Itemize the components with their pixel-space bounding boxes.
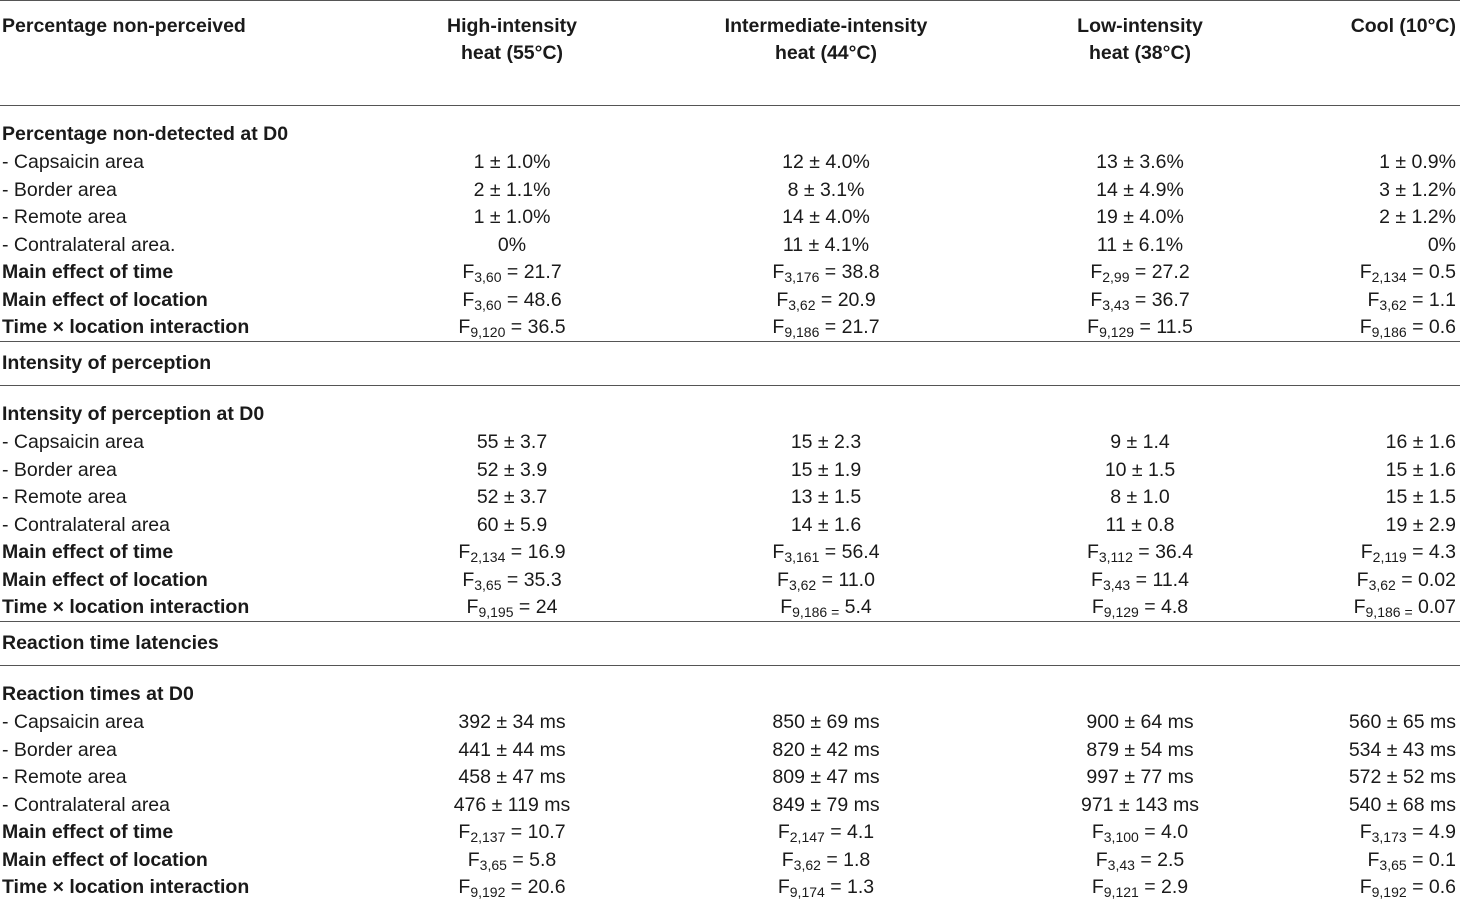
degrees-of-freedom: 2,134 <box>1371 269 1407 286</box>
table-cell <box>394 792 630 820</box>
f-statistic-value: = 36.7 <box>1129 288 1190 311</box>
f-statistic-symbol: F <box>777 876 790 899</box>
section-subtitle: Percentage non-detected at D0 <box>2 123 289 145</box>
f-statistic-symbol: F <box>1090 288 1103 311</box>
cell-value: 392 ± 34 ms <box>458 711 566 734</box>
table-cell <box>1258 232 1460 260</box>
table-cell <box>630 709 1022 737</box>
table-cell <box>630 594 1022 622</box>
table-cell <box>630 764 1022 792</box>
f-statistic-value: 5.4 <box>839 596 872 618</box>
f-statistic-value: = 36.4 <box>1132 541 1194 564</box>
header-row-label: Percentage non-perceived <box>0 1 394 106</box>
table-cell <box>1258 874 1460 902</box>
table-cell <box>394 819 630 847</box>
degrees-of-freedom: 2,99 <box>1102 269 1130 286</box>
cell-value: 14 ± 4.0% <box>782 206 870 229</box>
f-statistic-symbol: F <box>1356 568 1369 591</box>
cell-value: 10 ± 1.5 <box>1104 458 1176 481</box>
f-statistic-value: = 56.4 <box>819 541 880 564</box>
f-statistic-symbol: F <box>1359 261 1372 284</box>
f-statistic-value: = 1.8 <box>820 848 871 871</box>
cell-value: 1 ± 1.0% <box>473 206 551 229</box>
f-statistic-symbol: F <box>1360 541 1373 564</box>
degrees-of-freedom: 3,62 <box>793 856 821 873</box>
table-cell <box>630 737 1022 765</box>
f-statistic-value: = 2.9 <box>1138 876 1189 899</box>
f-statistic-value: = 0.6 <box>1406 316 1456 338</box>
table-cell <box>1258 819 1460 847</box>
degrees-of-freedom: 9,186 <box>1371 324 1407 340</box>
f-statistic-symbol: F <box>780 596 793 618</box>
table-row <box>0 737 1460 765</box>
table-cell <box>630 874 1022 902</box>
table-cell <box>1022 709 1258 737</box>
degrees-of-freedom: 3,112 <box>1098 549 1133 566</box>
cell-value: 534 ± 43 ms <box>1348 738 1456 761</box>
f-statistic-symbol: F <box>1367 288 1380 311</box>
f-statistic-symbol: F <box>1353 596 1366 618</box>
table-cell <box>630 259 1022 287</box>
f-statistic-value: = 36.5 <box>505 316 566 338</box>
table-cell <box>394 874 630 902</box>
table-cell <box>1022 737 1258 765</box>
f-statistic-value: = 0.5 <box>1406 261 1456 284</box>
f-statistic-symbol: F <box>1091 596 1104 618</box>
cell-value: 52 ± 3.9 <box>476 458 548 481</box>
table-cell <box>1022 204 1258 232</box>
f-statistic-symbol: F <box>1359 876 1372 899</box>
degrees-of-freedom: 3,62 <box>788 576 817 593</box>
row-label: Main effect of time <box>2 541 174 564</box>
degrees-of-freedom: 3,60 <box>474 296 502 313</box>
cell-value: 572 ± 52 ms <box>1348 766 1456 789</box>
table-cell <box>394 512 630 540</box>
section-subtitle-row <box>0 106 1460 150</box>
table-cell <box>394 457 630 485</box>
section-subtitle-row <box>0 386 1460 430</box>
table-cell <box>630 314 1022 342</box>
degrees-of-freedom: 9,186 = <box>1365 604 1413 620</box>
f-statistic-value: = 0.1 <box>1406 848 1456 871</box>
degrees-of-freedom: 3,60 <box>474 269 502 286</box>
row-label: - Border area <box>2 738 117 761</box>
f-statistic-value: 0.07 <box>1412 596 1456 618</box>
table-row <box>0 149 1460 177</box>
table-cell <box>630 512 1022 540</box>
table-row <box>0 512 1460 540</box>
cell-value: 997 ± 77 ms <box>1086 766 1194 789</box>
f-statistic-value: = 4.8 <box>1138 596 1189 618</box>
f-statistic-symbol: F <box>458 316 471 338</box>
table-row <box>0 429 1460 457</box>
table-cell <box>1258 177 1460 205</box>
cell-value: 560 ± 65 ms <box>1348 711 1456 734</box>
table-cell <box>1258 709 1460 737</box>
cell-value: 52 ± 3.7 <box>476 486 548 509</box>
cell-value: 971 ± 143 ms <box>1080 793 1200 816</box>
f-statistic-value: = 16.9 <box>505 541 566 564</box>
degrees-of-freedom: 9,129 <box>1099 324 1135 340</box>
degrees-of-freedom: 9,186 <box>784 324 820 340</box>
table-cell <box>1022 314 1258 342</box>
table-cell <box>1022 874 1258 902</box>
table-cell <box>630 457 1022 485</box>
table-row <box>0 232 1460 260</box>
table-cell <box>1022 539 1258 567</box>
cell-value: 458 ± 47 ms <box>458 766 566 789</box>
degrees-of-freedom: 3,176 <box>784 269 820 286</box>
f-statistic-symbol: F <box>1091 821 1104 844</box>
f-statistic-symbol: F <box>467 848 480 871</box>
cell-value: 476 ± 119 ms <box>453 793 571 816</box>
table-cell <box>1258 429 1460 457</box>
f-statistic-symbol: F <box>458 821 471 844</box>
cell-value: 540 ± 68 ms <box>1348 793 1456 816</box>
degrees-of-freedom: 9,120 <box>470 324 506 340</box>
cell-value: 849 ± 79 ms <box>772 793 880 816</box>
f-statistic-value: = 5.8 <box>506 848 557 871</box>
row-label: - Capsaicin area <box>2 431 144 454</box>
degrees-of-freedom: 2,134 <box>470 549 506 566</box>
table-cell <box>1022 567 1258 595</box>
f-statistic-value: = 2.5 <box>1134 848 1185 871</box>
cell-value: 8 ± 1.0 <box>1110 486 1170 509</box>
cell-value: 9 ± 1.4 <box>1110 431 1170 454</box>
cell-value: 16 ± 1.6 <box>1385 431 1456 454</box>
f-statistic-symbol: F <box>462 568 475 591</box>
cell-value: 15 ± 1.5 <box>1385 486 1456 509</box>
row-label: - Remote area <box>2 766 127 789</box>
table-cell <box>394 709 630 737</box>
table-row <box>0 539 1460 567</box>
table-cell <box>1258 847 1460 875</box>
cell-value: 879 ± 54 ms <box>1086 738 1194 761</box>
table-cell <box>394 232 630 260</box>
table-cell <box>630 177 1022 205</box>
f-statistic-value: = 4.1 <box>824 821 875 844</box>
row-label: - Border area <box>2 458 117 481</box>
table-row <box>0 847 1460 875</box>
f-statistic-symbol: F <box>777 568 789 591</box>
table-cell <box>1022 177 1258 205</box>
row-label: Main effect of time <box>2 821 174 844</box>
f-statistic-value: = 10.7 <box>505 821 566 844</box>
table-cell <box>630 792 1022 820</box>
f-statistic-value: = 21.7 <box>501 261 562 284</box>
table-cell <box>630 819 1022 847</box>
cell-value: 2 ± 1.2% <box>1379 206 1456 229</box>
table-cell <box>630 149 1022 177</box>
cell-value: 900 ± 64 ms <box>1086 711 1194 734</box>
row-label: - Border area <box>2 178 117 201</box>
table-cell <box>394 204 630 232</box>
section-group-title-row <box>0 342 1460 386</box>
row-label: - Capsaicin area <box>2 151 144 174</box>
table-row <box>0 259 1460 287</box>
degrees-of-freedom: 3,62 <box>1379 296 1407 313</box>
table-cell <box>630 287 1022 315</box>
table-cell <box>630 847 1022 875</box>
f-statistic-symbol: F <box>772 316 785 338</box>
cell-value: 14 ± 4.9% <box>1096 178 1184 201</box>
degrees-of-freedom: 3,43 <box>1102 296 1130 313</box>
table-cell <box>630 484 1022 512</box>
f-statistic-value: = 11.4 <box>1130 568 1189 591</box>
table-cell <box>1258 457 1460 485</box>
cell-value: 13 ± 3.6% <box>1096 151 1184 174</box>
row-label: Main effect of location <box>2 568 208 591</box>
table-cell <box>1022 512 1258 540</box>
f-statistic-symbol: F <box>462 261 475 284</box>
section-subtitle: Intensity of perception at D0 <box>2 403 265 425</box>
f-statistic-value: = 24 <box>513 596 558 618</box>
table-cell <box>1258 792 1460 820</box>
table-cell <box>1022 819 1258 847</box>
table-cell <box>394 567 630 595</box>
table-row <box>0 314 1460 342</box>
table-cell <box>1258 512 1460 540</box>
f-statistic-value: = 27.2 <box>1129 261 1190 284</box>
row-label: Time × location interaction <box>2 596 250 618</box>
f-statistic-value: = 21.7 <box>819 316 880 338</box>
f-statistic-symbol: F <box>1367 848 1380 871</box>
table-cell <box>1022 429 1258 457</box>
table-row <box>0 177 1460 205</box>
row-label: - Capsaicin area <box>2 711 144 734</box>
table-cell <box>1258 204 1460 232</box>
table-cell <box>394 259 630 287</box>
table-cell <box>1258 287 1460 315</box>
degrees-of-freedom: 9,174 <box>789 884 825 901</box>
table-row <box>0 204 1460 232</box>
table-row <box>0 484 1460 512</box>
cell-value: 0% <box>1427 233 1456 256</box>
degrees-of-freedom: 2,119 <box>1372 549 1407 566</box>
f-statistic-value: = 1.3 <box>824 876 875 899</box>
section-group-title: Intensity of perception <box>0 342 1460 386</box>
f-statistic-symbol: F <box>1090 261 1103 284</box>
cell-value: 1 ± 0.9% <box>1379 151 1456 174</box>
table-cell <box>394 764 630 792</box>
f-statistic-symbol: F <box>462 288 475 311</box>
section-subtitle: Reaction times at D0 <box>2 683 194 705</box>
row-label: Main effect of location <box>2 848 208 871</box>
f-statistic-symbol: F <box>458 876 471 899</box>
table-header-row <box>0 1 1460 106</box>
f-statistic-value: = 35.3 <box>501 568 562 591</box>
table-cell <box>630 567 1022 595</box>
degrees-of-freedom: 9,192 <box>470 884 506 901</box>
degrees-of-freedom: 3,62 <box>1368 576 1396 593</box>
f-statistic-value: = 0.02 <box>1395 568 1456 591</box>
table-row <box>0 287 1460 315</box>
row-label: Main effect of location <box>2 288 208 311</box>
table-cell <box>394 594 630 622</box>
f-statistic-value: = 20.6 <box>505 876 566 899</box>
table-row <box>0 819 1460 847</box>
table-cell <box>1022 149 1258 177</box>
row-label: Time × location interaction <box>2 316 250 338</box>
table-cell <box>630 204 1022 232</box>
degrees-of-freedom: 3,43 <box>1102 576 1131 593</box>
degrees-of-freedom: 2,137 <box>470 829 506 846</box>
cell-value: 3 ± 1.2% <box>1379 178 1456 201</box>
table-cell <box>630 429 1022 457</box>
table-body <box>0 106 1460 902</box>
table-cell <box>1258 149 1460 177</box>
degrees-of-freedom: 3,65 <box>479 856 507 873</box>
f-statistic-value: = 48.6 <box>501 288 562 311</box>
table-cell <box>394 177 630 205</box>
table-cell <box>1258 764 1460 792</box>
table-cell <box>394 484 630 512</box>
table-row <box>0 594 1460 622</box>
row-label: - Remote area <box>2 206 127 229</box>
table-row <box>0 567 1460 595</box>
row-label: - Contralateral area <box>2 513 170 536</box>
cell-value: 19 ± 4.0% <box>1096 206 1184 229</box>
table-cell <box>1258 594 1460 622</box>
cell-value: 850 ± 69 ms <box>772 711 880 734</box>
cell-value: 15 ± 2.3 <box>790 431 862 454</box>
table-cell <box>394 314 630 342</box>
table-cell <box>1258 567 1460 595</box>
cell-value: 11 ± 4.1% <box>782 233 870 256</box>
table-cell <box>394 847 630 875</box>
cell-value: 441 ± 44 ms <box>458 738 566 761</box>
row-label: Main effect of time <box>2 261 174 284</box>
table-cell <box>1258 737 1460 765</box>
f-statistic-symbol: F <box>1086 541 1099 564</box>
f-statistic-value: = 1.1 <box>1406 288 1456 311</box>
header-intermediate-intensity: Intermediate-intensity heat (44°C) <box>630 1 1022 106</box>
table-row <box>0 874 1460 902</box>
table-cell <box>1258 484 1460 512</box>
table-cell <box>394 287 630 315</box>
section-group-title-row <box>0 622 1460 666</box>
f-statistic-symbol: F <box>781 848 794 871</box>
f-statistic-symbol: F <box>777 821 790 844</box>
degrees-of-freedom: 3,43 <box>1107 856 1135 873</box>
table-cell <box>1022 232 1258 260</box>
degrees-of-freedom: 3,161 <box>784 549 820 566</box>
cell-value: 820 ± 42 ms <box>772 738 880 761</box>
header-high-intensity: High-intensity heat (55°C) <box>394 1 630 106</box>
f-statistic-symbol: F <box>466 596 479 618</box>
cell-value: 12 ± 4.0% <box>782 151 870 174</box>
table-cell <box>1258 539 1460 567</box>
table-row <box>0 709 1460 737</box>
f-statistic-symbol: F <box>1359 316 1372 338</box>
degrees-of-freedom: 3,62 <box>788 296 816 313</box>
row-label: - Remote area <box>2 486 127 509</box>
table-cell <box>1022 484 1258 512</box>
cell-value: 809 ± 47 ms <box>772 766 880 789</box>
f-statistic-value: = 20.9 <box>815 288 876 311</box>
table-cell <box>630 539 1022 567</box>
degrees-of-freedom: 9,129 <box>1103 604 1139 620</box>
table-cell <box>1022 764 1258 792</box>
row-label: Time × location interaction <box>2 876 250 899</box>
header-low-intensity: Low-intensity heat (38°C) <box>1022 1 1258 106</box>
cell-value: 2 ± 1.1% <box>473 178 551 201</box>
table-cell <box>1022 287 1258 315</box>
f-statistic-symbol: F <box>772 261 785 284</box>
f-statistic-symbol: F <box>772 541 785 564</box>
f-statistic-symbol: F <box>1091 568 1103 591</box>
degrees-of-freedom: 3,65 <box>1379 856 1407 873</box>
cell-value: 19 ± 2.9 <box>1385 513 1456 536</box>
degrees-of-freedom: 3,65 <box>474 576 502 593</box>
f-statistic-symbol: F <box>776 288 789 311</box>
f-statistic-value: = 4.0 <box>1138 821 1189 844</box>
f-statistic-value: = 11.0 <box>816 568 875 591</box>
table-cell <box>394 737 630 765</box>
cell-value: 11 ± 0.8 <box>1105 513 1175 536</box>
table-cell <box>1022 594 1258 622</box>
table-cell <box>1258 314 1460 342</box>
table-row <box>0 457 1460 485</box>
cell-value: 60 ± 5.9 <box>476 513 548 536</box>
row-label: - Contralateral area <box>2 793 170 816</box>
f-statistic-value: = 38.8 <box>819 261 880 284</box>
table-cell <box>394 429 630 457</box>
cell-value: 1 ± 1.0% <box>473 151 551 174</box>
f-statistic-value: = 11.5 <box>1134 316 1193 338</box>
f-statistic-symbol: F <box>458 541 471 564</box>
section-subtitle-row <box>0 666 1460 710</box>
table-cell <box>394 539 630 567</box>
table-row <box>0 764 1460 792</box>
cell-value: 15 ± 1.6 <box>1385 458 1456 481</box>
degrees-of-freedom: 2,147 <box>789 829 825 846</box>
f-statistic-symbol: F <box>1359 821 1372 844</box>
f-statistic-value: = 4.3 <box>1406 541 1456 564</box>
header-cool: Cool (10°C) <box>1258 1 1460 106</box>
f-statistic-symbol: F <box>1087 316 1100 338</box>
f-statistic-symbol: F <box>1095 848 1108 871</box>
degrees-of-freedom: 3,100 <box>1103 829 1139 846</box>
cell-value: 13 ± 1.5 <box>790 486 862 509</box>
row-label: - Contralateral area. <box>2 233 176 256</box>
degrees-of-freedom: 9,192 <box>1371 884 1407 901</box>
f-statistic-symbol: F <box>1091 876 1104 899</box>
degrees-of-freedom: 9,195 <box>478 604 514 620</box>
cell-value: 8 ± 3.1% <box>787 178 865 201</box>
cell-value: 14 ± 1.6 <box>790 513 862 536</box>
degrees-of-freedom: 9,121 <box>1103 884 1139 901</box>
cell-value: 15 ± 1.9 <box>790 458 862 481</box>
f-statistic-value: = 4.9 <box>1406 821 1456 844</box>
table-cell <box>1022 259 1258 287</box>
f-statistic-value: = 0.6 <box>1406 876 1456 899</box>
section-group-title: Reaction time latencies <box>0 622 1460 666</box>
table-cell <box>1022 457 1258 485</box>
table-cell <box>1022 847 1258 875</box>
cell-value: 11 ± 6.1% <box>1096 233 1184 256</box>
degrees-of-freedom: 9,186 = <box>792 604 840 620</box>
cell-value: 0% <box>497 233 527 256</box>
table-cell <box>394 149 630 177</box>
degrees-of-freedom: 3,173 <box>1371 829 1407 846</box>
table-cell <box>630 232 1022 260</box>
table-cell <box>1258 259 1460 287</box>
table-cell <box>1022 792 1258 820</box>
cell-value: 55 ± 3.7 <box>476 431 548 454</box>
table-row <box>0 792 1460 820</box>
